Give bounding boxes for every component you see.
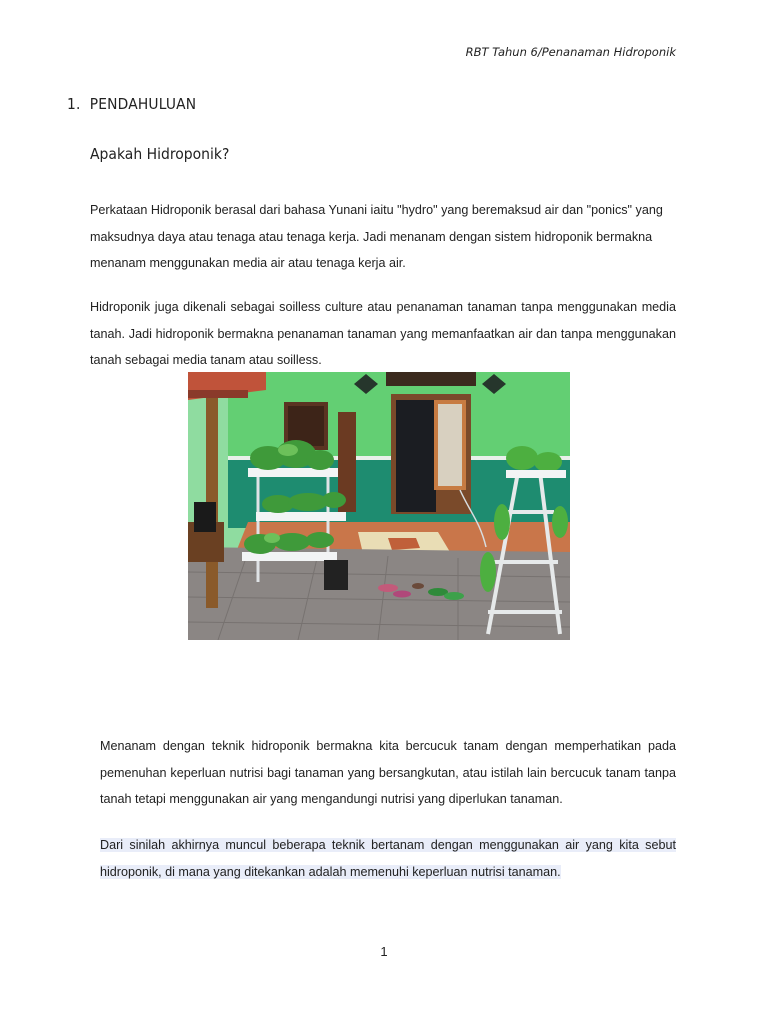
paragraph-3: Menanam dengan teknik hidroponik bermakna kita bercucuk tanam dengan memperhatikan pada pemenuhan keperluan nutrisi bagi tanaman yang bersangkutan, atau istilah lain bercucuk tanam tanpa tanah tetapi menggunakan air yang mengandungi nutrisi yang diperlukan tanaman. [100,739,676,806]
page-number: 1 [380,944,388,959]
section-number: 1. [67,95,81,113]
section-heading [67,95,196,113]
paragraph-1: Perkataan Hidroponik berasal dari bahasa Yunani iaitu "hydro" yang beremaksud air dan "ponics" yang maksudnya daya atau tenaga atau tenaga kerja. Jadi menanam dengan sistem hidroponik bermakna menanam menggunakan media air atau tenaga kerja air. [90,203,663,270]
highlighted-text: Dari sinilah akhirnya muncul beberapa teknik bertanam dengan menggunakan air yang kita sebut hidroponik, di mana yang ditekankan adalah memenuhi keperluan nutrisi tanaman. [100,838,676,879]
running-header: RBT Tahun 6/Penanaman Hidroponik [465,45,676,59]
hydroponic-garden-photo [188,372,570,640]
section-title: PENDAHULUAN [89,95,197,113]
subsection-heading: Apakah Hidroponik? [90,145,230,163]
paragraph-4 [100,832,676,885]
paragraph-2: Hidroponik juga dikenali sebagai soilless culture atau penanaman tanaman tanpa menggunakan media tanah. Jadi hidroponik bermakna penanaman tanaman yang memanfaatkan air dan tanpa menggunakan tanah sebagai media tanam atau soilless. [90,300,676,367]
